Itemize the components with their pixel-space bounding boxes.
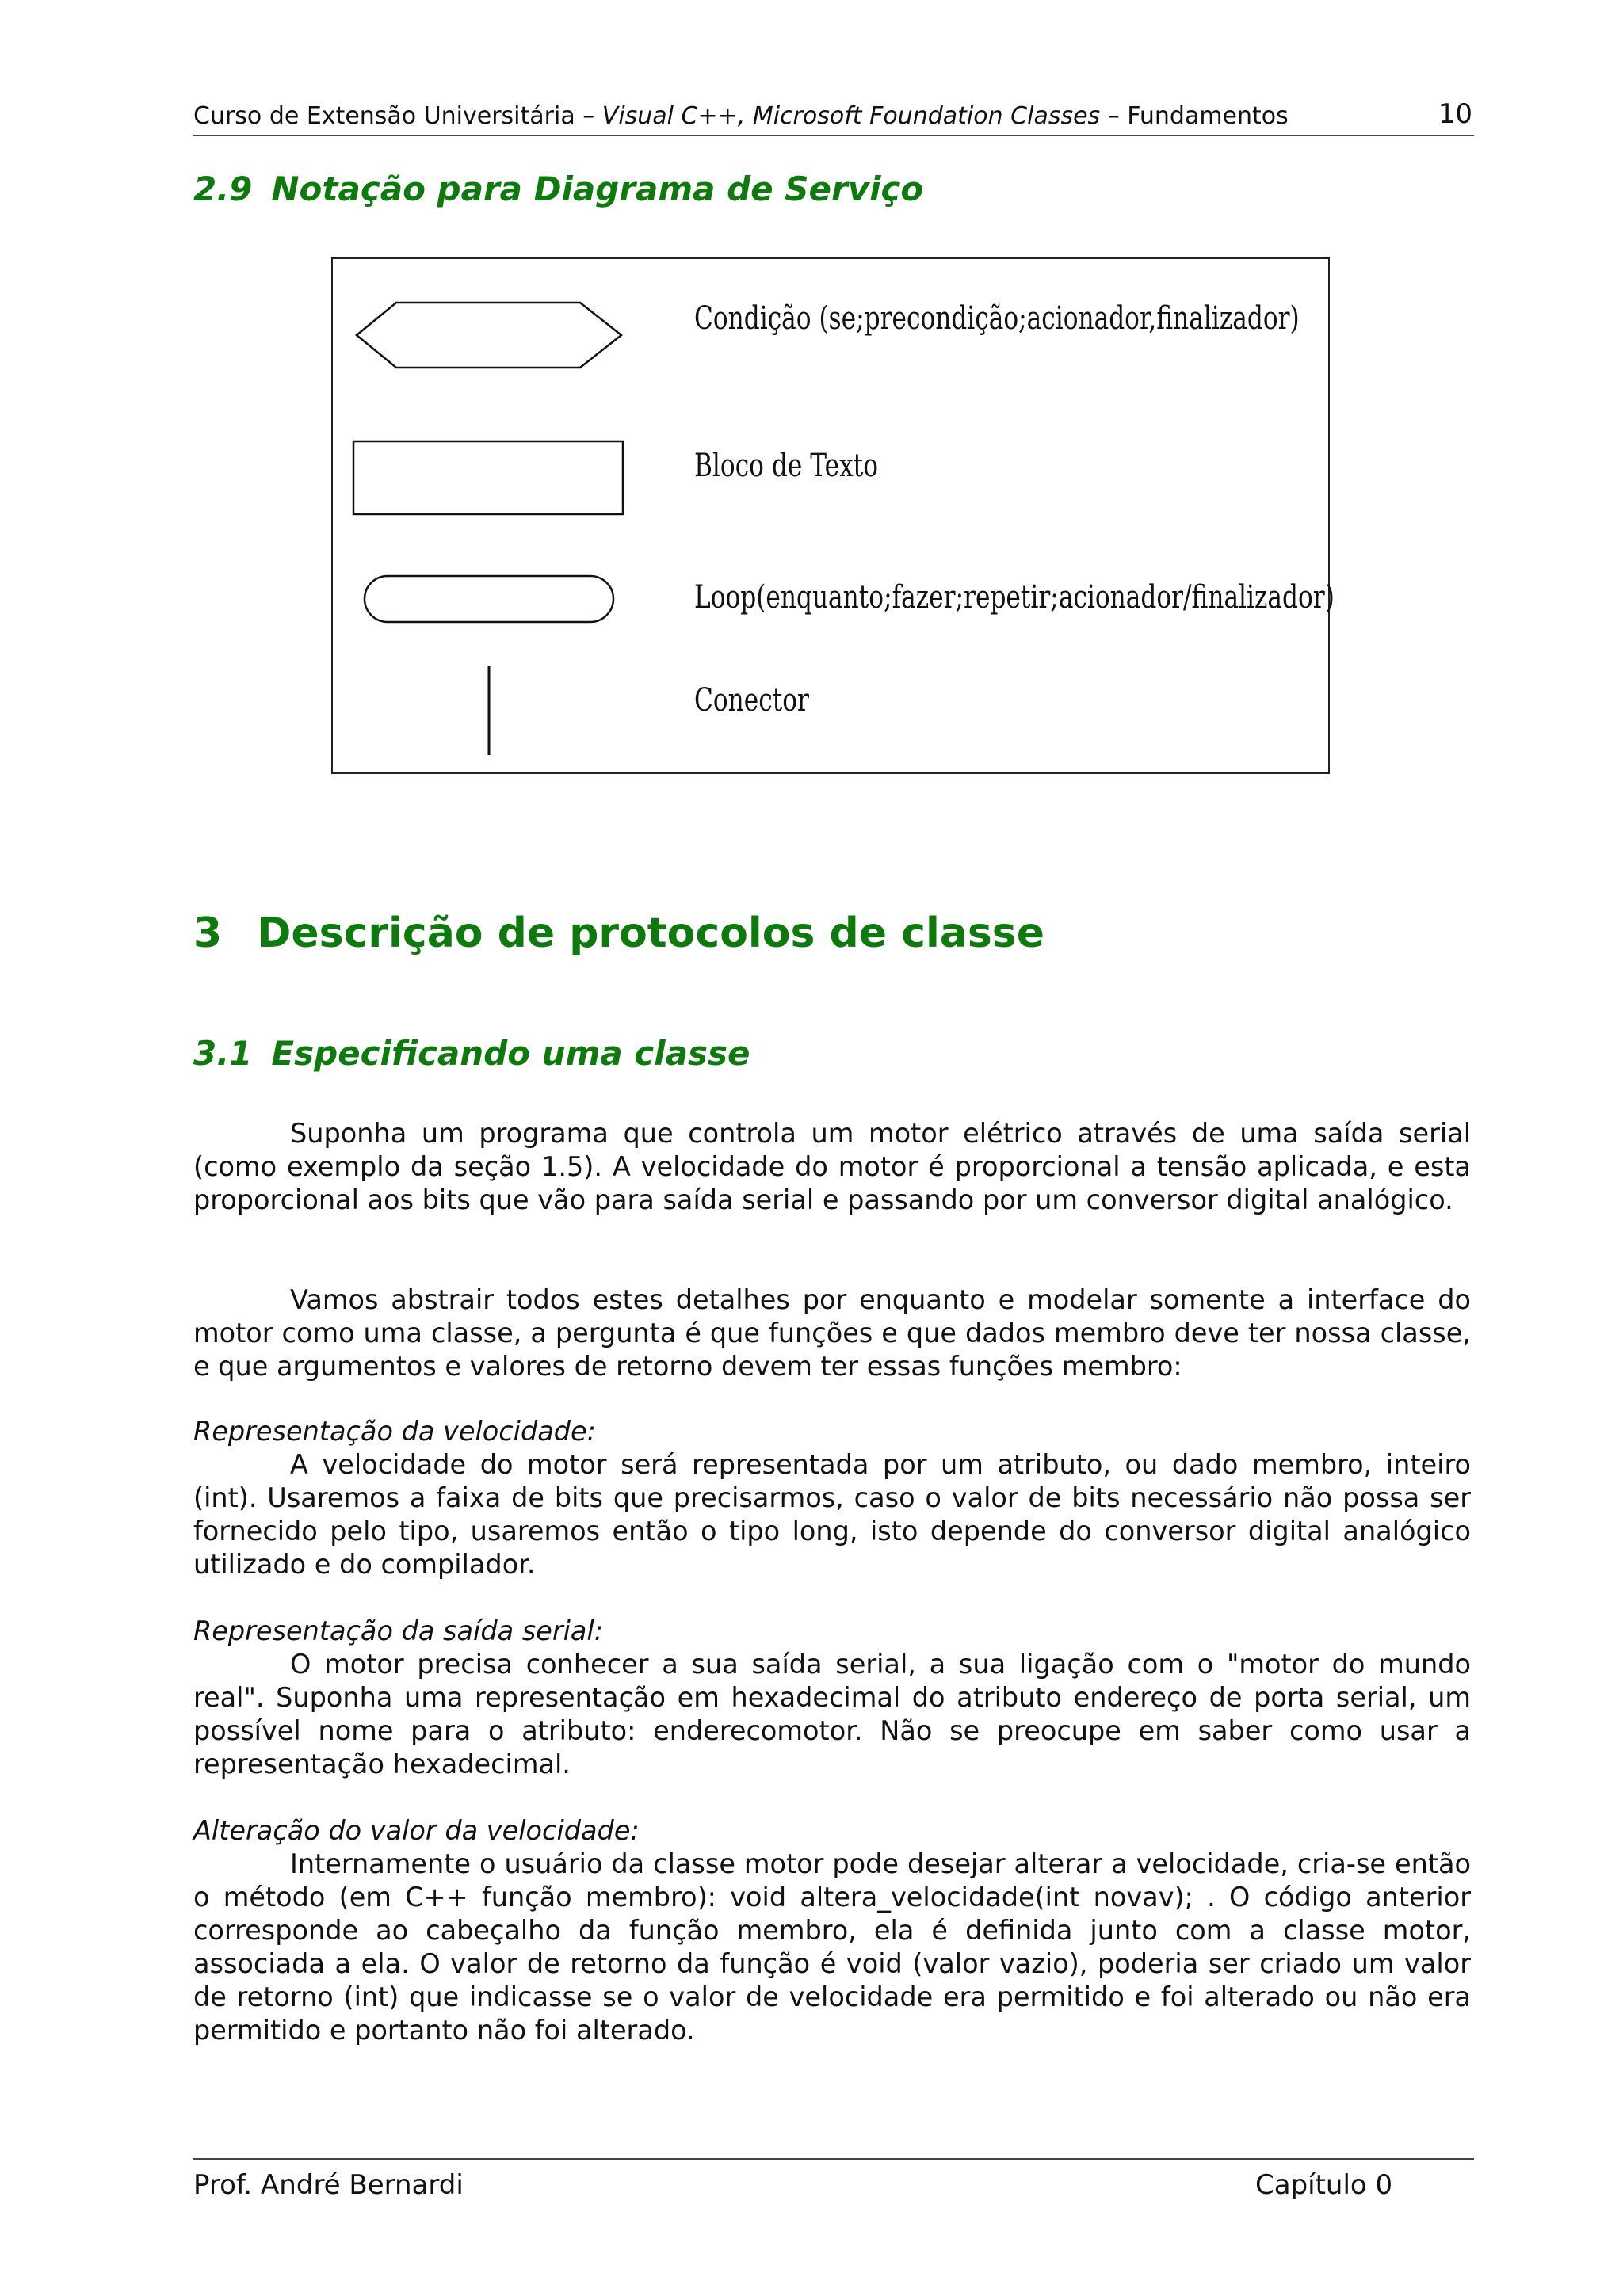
paragraph-text: A velocidade do motor será representada por um atributo, ou dado membro, inteiro (int). Usaremos a faixa de bits que precisarmos, caso o valor de bits necessário não possa ser fornecido pelo tipo, usaremos então o tipo long, isto depende do conversor digital analógico utilizado e do compilador. <box>193 1449 1471 1580</box>
chapter-number: 3 <box>193 910 223 957</box>
hexagon-condition-icon <box>357 303 621 368</box>
paragraph-text: Internamente o usuário da classe motor pode desejar alterar a velocidade, cria-se então o método (em C++ função membro): void altera_velocidade(int novav); . O código anterior corresponde ao cabeçalho da função membro, ela é definida junto com a classe motor, associada a ela. O valor de retorno da função é void (valor vazio), poderia ser criado um valor de retorno (int) que indicasse se o valor de velocidade era permitido e foi alterado ou não era permitido e portanto não foi alterado. <box>193 1848 1471 2046</box>
header-title <box>193 102 1289 130</box>
chapter-heading-3 <box>193 910 1044 957</box>
rounded-loop-icon <box>365 576 613 622</box>
subheading-alteracao: Alteração do valor da velocidade: <box>193 1815 640 1846</box>
paragraph-4 <box>193 1648 1471 1781</box>
section-title: Notação para Diagrama de Serviço <box>271 170 924 208</box>
service-diagram-notation-figure <box>331 257 1335 774</box>
footer-author: Prof. André Bernardi <box>193 2169 464 2201</box>
paragraph-5 <box>193 1848 1471 2047</box>
rectangle-text-block-icon <box>353 441 623 514</box>
paragraph-text: O motor precisa conhecer a sua saída serial, a sua ligação com o "motor do mundo real". Suponha uma representação em hexadecimal do atributo endereço de porta serial, um possível nome para o atributo: enderecomotor. Não se preocupe em saber como usar a representação hexadecimal. <box>193 1649 1471 1779</box>
label-text-block: Bloco de Texto <box>694 448 878 484</box>
header-subject: Visual C++, Microsoft Foundation Classes <box>601 102 1101 130</box>
label-connector: Conector <box>694 682 809 719</box>
page-number: 10 <box>1438 98 1472 130</box>
label-condition: Condição (se;precondição;acionador,finalizador) <box>694 300 1300 337</box>
paragraph-2 <box>193 1283 1471 1383</box>
section-heading-2-9 <box>193 170 923 208</box>
paragraph-text: Vamos abstrair todos estes detalhes por enquanto e modelar somente a interface do motor como uma classe, a pergunta é que funções e que dados membro deve ter nossa classe, e que argumentos e valores de retorno devem ter essas funções membro: <box>193 1284 1471 1382</box>
header-tail: – Fundamentos <box>1107 102 1289 130</box>
section-number: 3.1 <box>193 1034 253 1073</box>
paragraph-text: Suponha um programa que controla um motor elétrico através de uma saída serial (como exemplo da seção 1.5). A velocidade do motor é proporcional a tensão aplicada, e esta proporcional aos bits que vão para saída serial e passando por um conversor digital analógico. <box>193 1118 1471 1215</box>
section-title: Especificando uma classe <box>271 1034 750 1073</box>
label-loop: Loop(enquanto;fazer;repetir;acionador/finalizador) <box>694 579 1335 616</box>
paragraph-1 <box>193 1117 1471 1217</box>
chapter-title: Descrição de protocolos de classe <box>257 910 1045 957</box>
subheading-velocidade: Representação da velocidade: <box>193 1416 596 1447</box>
section-number: 2.9 <box>193 170 253 208</box>
page-footer <box>193 2158 1474 2201</box>
paragraph-3 <box>193 1448 1471 1581</box>
footer-chapter: Capítulo 0 <box>1255 2169 1393 2201</box>
section-heading-3-1 <box>193 1034 750 1073</box>
header-course: Curso de Extensão Universitária – <box>193 102 595 130</box>
page-header <box>193 98 1474 136</box>
subheading-saida-serial: Representação da saída serial: <box>193 1615 604 1646</box>
